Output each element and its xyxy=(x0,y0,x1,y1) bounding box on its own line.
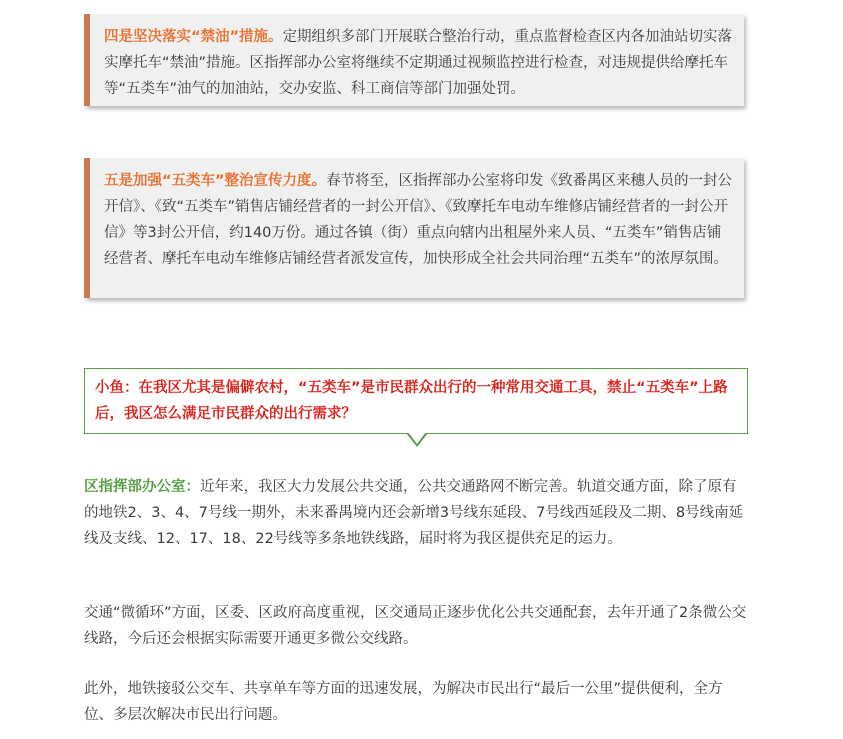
answer-text-2: 交通“微循环”方面，区委、区政府高度重视，区交通局正逐步优化公共交通配套，去年开通了2条微公交线路，今后还会根据实际需要开通更多微公交线路。 xyxy=(84,605,747,647)
measure-body-4: 定期组织多部门开展联合整治行动，重点监督检查区内各加油站切实落实摩托车“禁油”措施。区指挥部办公室将继续不定期通过视频监控进行检查，对违规提供给摩托车等“五类车”油气的加油站，交办安监、科工商信等部门加强处罚。 xyxy=(104,29,733,97)
measure-lead-4: 四是坚决落实“禁油”措施。 xyxy=(104,29,283,45)
answer-paragraph-1 xyxy=(84,474,750,552)
measure-lead-5: 五是加强“五类车”整治宣传力度。 xyxy=(104,173,327,189)
measure-card-5 xyxy=(84,158,744,298)
question-box xyxy=(84,368,748,434)
answer-text-1: 近年来，我区大力发展公共交通，公共交通路网不断完善。轨道交通方面，除了原有的地铁2、3、4、7号线一期外，未来番禺境内还会新增3号线东延段、7号线西延段及二期、8号线南延线及支线、12、17、18、22号线等多条地铁线路，届时将为我区提供充足的运力。 xyxy=(84,479,744,547)
measure-card-4 xyxy=(84,14,744,106)
measure-body-5: 春节将至，区指挥部办公室将印发《致番禺区来穗人员的一封公开信》、《致“五类车”销售店铺经营者的一封公开信》、《致摩托车电动车维修店铺经营者的一封公开信》等3封公开信，约140万份。通过各镇（街）重点向辖内出租屋外来人员、“五类车”销售店铺经营者、摩托车电动车维修店铺经营者派发宣传，加快形成全社会共同治理“五类车”的浓厚氛围。 xyxy=(104,173,733,267)
answer-paragraph-3 xyxy=(84,676,750,728)
answer-text-3: 此外，地铁接驳公交车、共享单车等方面的迅速发展，为解决市民出行“最后一公里”提供便利，全方位、多层次解决市民出行问题。 xyxy=(84,681,723,723)
answer-speaker: 区指挥部办公室： xyxy=(84,479,200,495)
question-tail-inner xyxy=(408,432,426,444)
question-text: 小鱼：在我区尤其是偏僻农村，“五类车”是市民群众出行的一种常用交通工具，禁止“五类车”上路后，我区怎么满足市民群众的出行需求？ xyxy=(95,380,728,422)
answer-paragraph-2 xyxy=(84,600,750,652)
